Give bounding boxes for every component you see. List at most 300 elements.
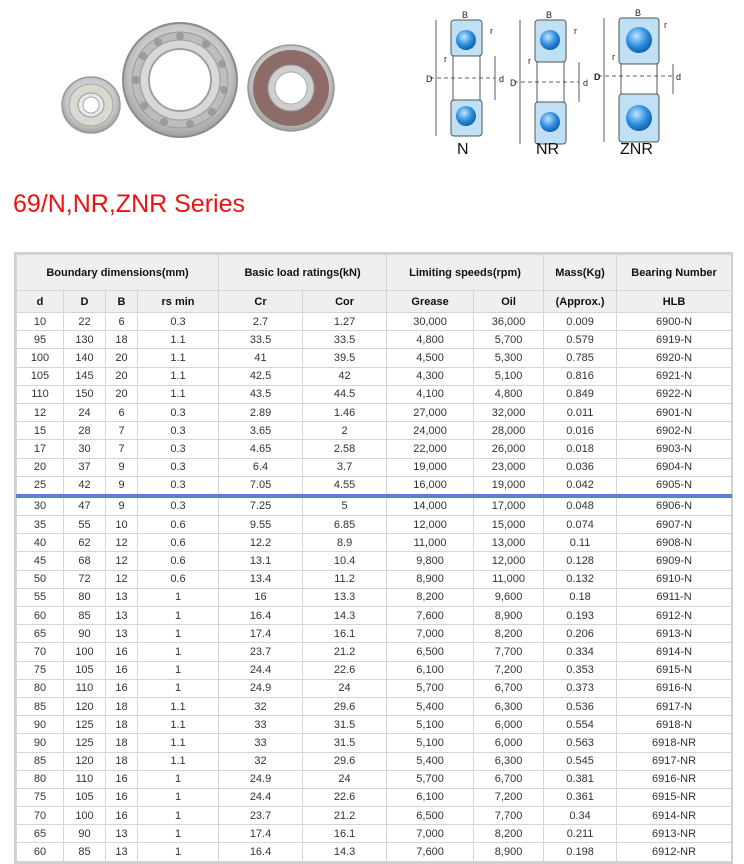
table-cell: 7,700 [474,807,544,825]
table-cell: 6,700 [474,679,544,697]
table-row [17,807,732,825]
table-cell: 5 [303,496,387,516]
table-cell: 0.785 [544,349,617,367]
table-cell: 0.3 [138,313,219,331]
col-B: B [106,291,138,313]
table-cell: 140 [64,349,106,367]
table-cell: 1.27 [303,313,387,331]
col-oil: Oil [474,291,544,313]
table-row [17,496,732,516]
column-header-row [17,291,732,313]
table-cell: 6907-N [617,516,732,534]
table-cell: 9,800 [387,552,474,570]
table-row [17,588,732,606]
table-cell: 7,200 [474,788,544,806]
table-row [17,458,732,476]
table-cell: 2.89 [219,403,303,421]
table-cell: 4,800 [474,385,544,403]
table-cell: 13.1 [219,552,303,570]
table-cell: 0.816 [544,367,617,385]
table-cell: 33.5 [303,331,387,349]
table-cell: 130 [64,331,106,349]
table-cell: 44.5 [303,385,387,403]
table-cell: 110 [64,679,106,697]
table-cell: 0.849 [544,385,617,403]
table-cell: 85 [17,697,64,715]
table-cell: 7,200 [474,661,544,679]
svg-text:D: D [426,74,433,84]
table-cell: 70 [17,643,64,661]
table-cell: 12 [17,403,64,421]
table-cell: 6918-N [617,716,732,734]
table-cell: 0.3 [138,422,219,440]
table-cell: 6.4 [219,458,303,476]
table-cell: 6 [106,403,138,421]
table-cell: 1 [138,770,219,788]
col-rs-min: rs min [138,291,219,313]
table-cell: 21.2 [303,807,387,825]
table-cell: 0.198 [544,843,617,861]
table-cell: 13 [106,843,138,861]
table-cell: 43.5 [219,385,303,403]
table-cell: 1 [138,643,219,661]
diagram-label-n: N [457,141,469,158]
table-row [17,716,732,734]
table-cell: 11.2 [303,570,387,588]
table-cell: 30 [17,496,64,516]
table-cell: 6.85 [303,516,387,534]
table-cell: 6922-N [617,385,732,403]
table-cell: 4,300 [387,367,474,385]
table-cell: 16 [106,770,138,788]
table-cell: 6909-N [617,552,732,570]
table-cell: 75 [17,788,64,806]
table-cell: 33.5 [219,331,303,349]
table-cell: 120 [64,697,106,715]
col-d: d [17,291,64,313]
table-row [17,552,732,570]
table-cell: 24 [303,770,387,788]
table-cell: 0.3 [138,496,219,516]
table-cell: 6911-N [617,588,732,606]
table-cell: 3.7 [303,458,387,476]
svg-text:B: B [635,8,642,18]
table-cell: 9,600 [474,588,544,606]
table-cell: 6900-N [617,313,732,331]
table-row [17,661,732,679]
table-cell: 7,000 [387,825,474,843]
table-cell: 10 [17,313,64,331]
col-D: D [64,291,106,313]
ball-icon [626,27,652,53]
svg-text:r: r [574,26,577,36]
table-cell: 23.7 [219,643,303,661]
table-cell: 6912-N [617,607,732,625]
svg-text:B: B [546,10,553,20]
table-cell: 1 [138,607,219,625]
header-mass: Mass(Kg) [544,255,617,291]
table-cell: 18 [106,331,138,349]
table-cell: 1 [138,679,219,697]
table-cell: 4.55 [303,476,387,496]
table-cell: 20 [17,458,64,476]
table-cell: 55 [64,516,106,534]
table-cell: 24.4 [219,788,303,806]
table-cell: 6 [106,313,138,331]
diagram-label-znr: ZNR [620,141,653,158]
table-cell: 6,100 [387,661,474,679]
table-cell: 8.9 [303,534,387,552]
table-cell: 6,000 [474,716,544,734]
table-cell: 1 [138,843,219,861]
table-cell: 110 [17,385,64,403]
table-cell: 0.193 [544,607,617,625]
table-cell: 20 [106,349,138,367]
table-cell: 65 [17,825,64,843]
table-cell: 7,700 [474,643,544,661]
table-cell: 6913-N [617,625,732,643]
table-cell: 8,900 [387,570,474,588]
table-cell: 27,000 [387,403,474,421]
svg-text:d: d [583,78,589,88]
diagram-n [426,10,504,158]
table-cell: 28 [64,422,106,440]
table-cell: 90 [64,625,106,643]
table-cell: 8,900 [474,607,544,625]
table-cell: 0.132 [544,570,617,588]
table-cell: 16 [106,679,138,697]
table-cell: 22 [64,313,106,331]
table-cell: 16 [106,661,138,679]
table-cell: 32,000 [474,403,544,421]
table-cell: 12,000 [474,552,544,570]
table-row [17,516,732,534]
table-cell: 17 [17,440,64,458]
table-cell: 75 [17,661,64,679]
table-cell: 6918-NR [617,734,732,752]
table-cell: 30 [64,440,106,458]
table-cell: 9 [106,496,138,516]
table-cell: 16 [106,643,138,661]
table-row [17,385,732,403]
table-cell: 0.128 [544,552,617,570]
svg-text:d: d [676,72,682,82]
table-cell: 16 [106,807,138,825]
table-cell: 14.3 [303,607,387,625]
table-cell: 125 [64,716,106,734]
table-cell: 13 [106,825,138,843]
table-cell: 36,000 [474,313,544,331]
table-cell: 13,000 [474,534,544,552]
table-cell: 6,300 [474,697,544,715]
table-cell: 18 [106,697,138,715]
table-cell: 5,400 [387,752,474,770]
table-cell: 5,300 [474,349,544,367]
table-cell: 21.2 [303,643,387,661]
table-cell: 0.536 [544,697,617,715]
table-row [17,313,732,331]
table-cell: 6904-N [617,458,732,476]
table-cell: 17.4 [219,625,303,643]
table-cell: 1 [138,807,219,825]
table-cell: 6920-N [617,349,732,367]
bearing-cross-section-diagrams [420,0,720,160]
table-cell: 12 [106,534,138,552]
table-cell: 0.206 [544,625,617,643]
table-cell: 40 [17,534,64,552]
table-row [17,825,732,843]
sealed-bearing-icon [248,45,334,131]
table-cell: 0.545 [544,752,617,770]
table-cell: 9.55 [219,516,303,534]
table-cell: 20 [106,385,138,403]
diagram-znr [594,8,681,158]
table-row [17,476,732,496]
group-header-row [17,255,732,291]
table-cell: 12,000 [387,516,474,534]
table-cell: 0.048 [544,496,617,516]
table-cell: 2 [303,422,387,440]
table-cell: 5,700 [387,770,474,788]
table-cell: 13.4 [219,570,303,588]
table-cell: 7,600 [387,607,474,625]
table-cell: 0.6 [138,552,219,570]
table-cell: 14,000 [387,496,474,516]
table-cell: 6913-NR [617,825,732,843]
table-cell: 6917-NR [617,752,732,770]
table-cell: 6916-NR [617,770,732,788]
table-cell: 13 [106,625,138,643]
ball-icon [626,105,652,131]
table-cell: 6905-N [617,476,732,496]
table-cell: 22.6 [303,661,387,679]
table-cell: 6,500 [387,643,474,661]
table-cell: 1.1 [138,349,219,367]
table-row [17,440,732,458]
table-cell: 145 [64,367,106,385]
table-cell: 16.1 [303,825,387,843]
table-cell: 0.036 [544,458,617,476]
table-cell: 120 [64,752,106,770]
table-cell: 15 [17,422,64,440]
table-cell: 80 [64,588,106,606]
table-cell: 17.4 [219,825,303,843]
table-cell: 32 [219,752,303,770]
table-cell: 45 [17,552,64,570]
header-limiting-speeds: Limiting speeds(rpm) [387,255,544,291]
svg-text:r: r [664,20,667,30]
table-cell: 6910-N [617,570,732,588]
diagram-image [420,0,720,160]
table-cell: 100 [64,643,106,661]
table-cell: 8,200 [474,825,544,843]
table-cell: 22.6 [303,788,387,806]
table-row [17,697,732,715]
series-title: 69/N,NR,ZNR Series [13,190,245,218]
table-cell: 11,000 [387,534,474,552]
table-cell: 26,000 [474,440,544,458]
table-cell: 105 [64,788,106,806]
table-row [17,734,732,752]
bearing-spec-table [16,254,732,862]
table-cell: 24.4 [219,661,303,679]
table-cell: 110 [64,770,106,788]
table-row [17,625,732,643]
spec-table-container [14,252,733,864]
table-cell: 7.25 [219,496,303,516]
table-cell: 0.6 [138,534,219,552]
table-cell: 0.3 [138,458,219,476]
open-bearing-icon [123,23,237,137]
table-cell: 70 [17,807,64,825]
table-cell: 6921-N [617,367,732,385]
table-cell: 50 [17,570,64,588]
table-cell: 5,100 [387,734,474,752]
diagram-label-nr: NR [536,141,560,158]
table-cell: 14.3 [303,843,387,861]
header-bearing-number: Bearing Number [617,255,732,291]
spec-table-body [17,313,732,862]
table-row [17,570,732,588]
table-cell: 20 [106,367,138,385]
col-grease: Grease [387,291,474,313]
table-cell: 105 [64,661,106,679]
table-cell: 25 [17,476,64,496]
col-approx: (Approx.) [544,291,617,313]
col-cr: Cr [219,291,303,313]
table-cell: 1 [138,588,219,606]
table-cell: 6912-NR [617,843,732,861]
table-cell: 6906-N [617,496,732,516]
table-cell: 33 [219,734,303,752]
svg-text:D: D [594,72,601,82]
table-cell: 16.4 [219,843,303,861]
table-cell: 19,000 [474,476,544,496]
table-cell: 24.9 [219,679,303,697]
table-cell: 80 [17,770,64,788]
table-cell: 6,300 [474,752,544,770]
col-cor: Cor [303,291,387,313]
table-row [17,403,732,421]
table-cell: 18 [106,734,138,752]
table-cell: 23.7 [219,807,303,825]
table-cell: 1 [138,788,219,806]
table-cell: 150 [64,385,106,403]
table-row [17,607,732,625]
table-cell: 80 [17,679,64,697]
table-row [17,643,732,661]
table-cell: 0.3 [138,403,219,421]
table-cell: 16 [219,588,303,606]
table-cell: 6915-NR [617,788,732,806]
header-boundary-dimensions: Boundary dimensions(mm) [17,255,219,291]
table-cell: 4,800 [387,331,474,349]
table-cell: 10 [106,516,138,534]
table-cell: 6914-NR [617,807,732,825]
svg-text:r: r [444,54,447,64]
table-cell: 18 [106,752,138,770]
bearing-photos [0,0,400,170]
table-cell: 5,700 [387,679,474,697]
table-cell: 39.5 [303,349,387,367]
table-cell: 0.042 [544,476,617,496]
table-row [17,788,732,806]
table-cell: 30,000 [387,313,474,331]
table-cell: 2.58 [303,440,387,458]
table-cell: 8,900 [474,843,544,861]
table-cell: 1 [138,625,219,643]
table-cell: 0.373 [544,679,617,697]
table-cell: 1.1 [138,697,219,715]
ball-icon [456,106,476,126]
table-cell: 24 [64,403,106,421]
table-cell: 95 [17,331,64,349]
table-cell: 29.6 [303,697,387,715]
table-cell: 1.1 [138,752,219,770]
table-cell: 1.1 [138,331,219,349]
table-cell: 1.46 [303,403,387,421]
table-cell: 28,000 [474,422,544,440]
table-cell: 6,100 [387,788,474,806]
table-row [17,679,732,697]
table-cell: 4.65 [219,440,303,458]
table-cell: 0.3 [138,440,219,458]
table-cell: 100 [64,807,106,825]
table-cell: 0.016 [544,422,617,440]
table-cell: 0.353 [544,661,617,679]
table-cell: 0.3 [138,476,219,496]
svg-text:D: D [510,78,517,88]
table-cell: 0.334 [544,643,617,661]
table-cell: 0.579 [544,331,617,349]
table-cell: 6919-N [617,331,732,349]
table-cell: 0.211 [544,825,617,843]
table-cell: 1.1 [138,716,219,734]
table-cell: 72 [64,570,106,588]
table-cell: 13 [106,588,138,606]
table-cell: 55 [17,588,64,606]
table-cell: 16 [106,788,138,806]
table-cell: 0.18 [544,588,617,606]
table-cell: 0.563 [544,734,617,752]
table-cell: 5,100 [387,716,474,734]
table-cell: 60 [17,843,64,861]
table-cell: 0.34 [544,807,617,825]
table-cell: 6,700 [474,770,544,788]
shielded-bearing-icon [62,77,120,133]
table-cell: 42 [64,476,106,496]
table-cell: 17,000 [474,496,544,516]
ball-icon [540,30,560,50]
svg-text:B: B [462,10,469,20]
table-cell: 0.6 [138,570,219,588]
table-cell: 12.2 [219,534,303,552]
table-cell: 12 [106,570,138,588]
table-cell: 0.018 [544,440,617,458]
table-cell: 31.5 [303,734,387,752]
svg-text:d: d [499,74,505,84]
table-cell: 3.65 [219,422,303,440]
table-cell: 7 [106,440,138,458]
table-cell: 1 [138,661,219,679]
table-cell: 1.1 [138,385,219,403]
table-cell: 85 [64,607,106,625]
table-cell: 7.05 [219,476,303,496]
table-cell: 10.4 [303,552,387,570]
table-cell: 8,200 [474,625,544,643]
table-cell: 2.7 [219,313,303,331]
table-cell: 5,100 [474,367,544,385]
